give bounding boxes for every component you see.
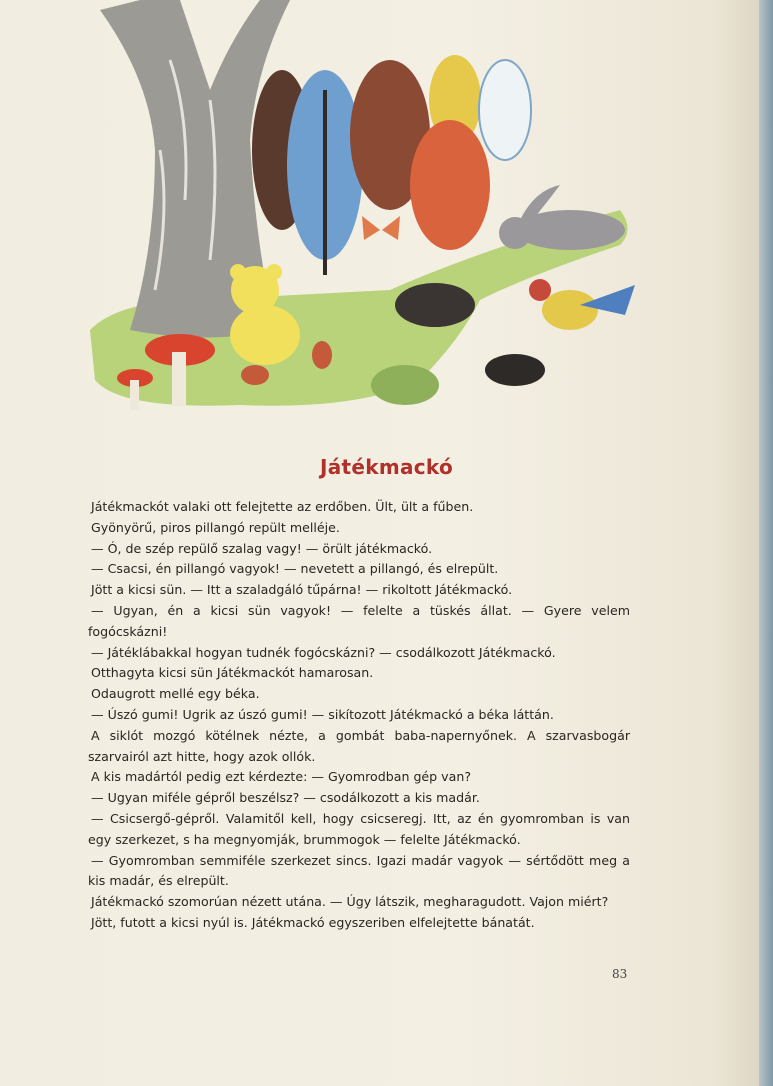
paragraph: — Úszó gumi! Ugrik az úszó gumi! — sikítozott Játékmackó a béka láttán. xyxy=(91,706,554,722)
paragraph: Jött, futott a kicsi nyúl is. Játékmackó egyszeriben elfelejtette bánatát. xyxy=(91,914,535,930)
page-number: 83 xyxy=(612,967,628,981)
paragraph: Otthagyta kicsi sün Játékmackót hamarosan. xyxy=(91,665,374,681)
paragraph: — Ugyan miféle gépről beszélsz? — csodálkozott a kis madár. xyxy=(91,790,480,806)
paragraph: Játékmackót valaki ott felejtette az erdőben. Ült, ült a fűben. xyxy=(91,499,474,514)
paragraph: Jött a kicsi sün. — Itt a szaladgáló tűpárna! — rikoltott Játékmackó. xyxy=(91,582,513,598)
paragraph: Odaugrott mellé egy béka. xyxy=(91,686,260,702)
paragraph: — Gyomromban semmiféle szerkezet sincs. Igazi madár vagyok — sértődött meg a kis madár, és elrepült. xyxy=(88,852,630,889)
paragraph: Játékmackó szomorúan nézett utána. — Úgy látszik, megharagudott. Vajon miért? xyxy=(91,894,609,910)
cover-edge xyxy=(759,0,773,1086)
paragraph: — Csicsergő-gépről. Valamitől kell, hogy csicseregj. Itt, az én gyomromban is van egy szerkezet, s ha megnyomják, brummogok — felelte Játékmackó. xyxy=(88,810,630,847)
paragraph: A siklót mozgó kötélnek nézte, a gombát baba-napernyőnek. A szarvasbogár szarvairól azt hitte, hogy azok ollók. xyxy=(88,727,630,764)
paragraph: — Csacsi, én pillangó vagyok! — nevetett a pillangó, és elrepült. xyxy=(91,561,499,577)
paragraph: — Ó, de szép repülő szalag vagy! — örült játékmackó. xyxy=(91,540,433,556)
story-text xyxy=(88,497,630,934)
paragraph: — Ugyan, én a kicsi sün vagyok! — felelte a tüskés állat. — Gyere velem fogócskázni! xyxy=(88,602,630,639)
paragraph: Gyönyörű, piros pillangó repült melléje. xyxy=(91,519,340,535)
paragraph: — Játéklábakkal hogyan tudnék fogócskázni? — csodálkozott Játékmackó. xyxy=(91,644,556,660)
paragraph: A kis madártól pedig ezt kérdezte: — Gyomrodban gép van? xyxy=(91,769,472,785)
forest-illustration xyxy=(60,0,660,440)
story-title: Játékmackó xyxy=(319,455,454,479)
